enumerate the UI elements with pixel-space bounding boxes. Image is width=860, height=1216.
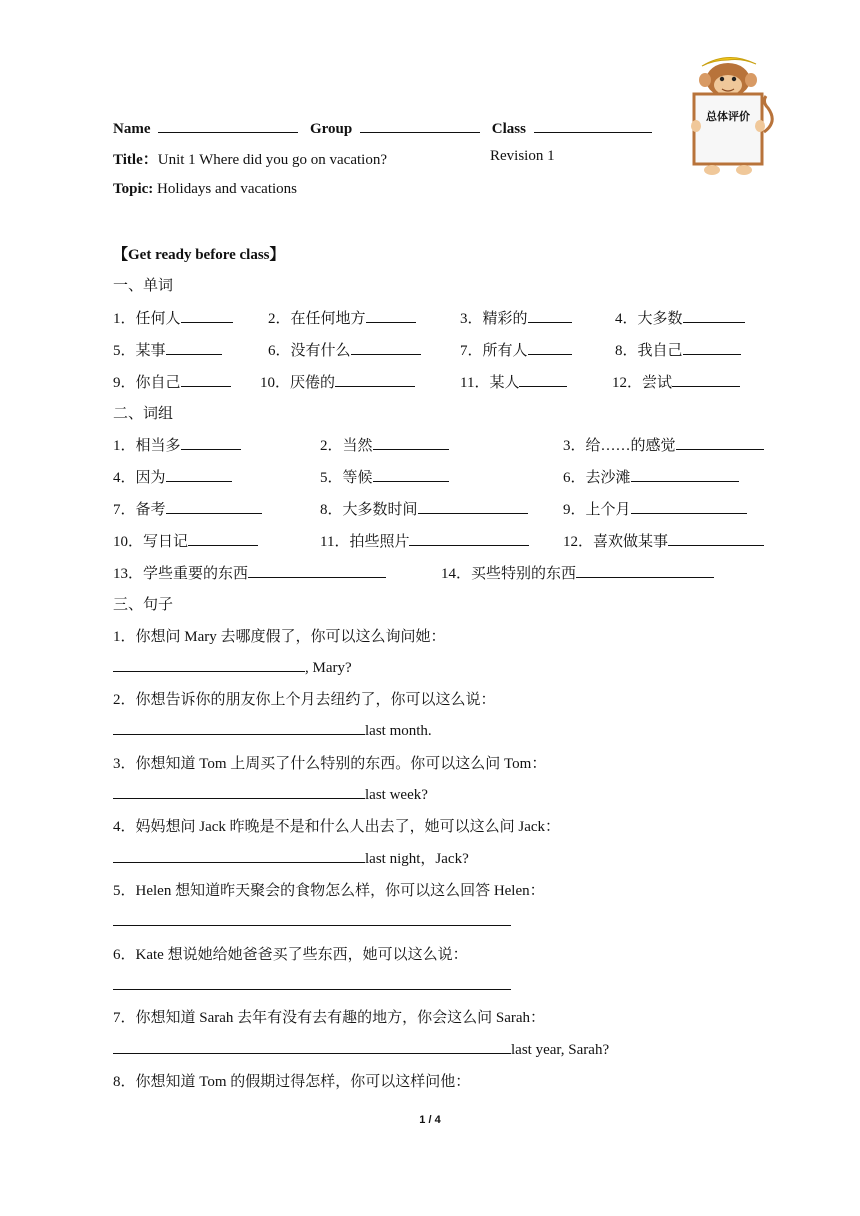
monkey-evaluation-badge bbox=[682, 52, 774, 182]
answer-blank[interactable] bbox=[418, 499, 528, 514]
vocab-heading: 一、单词 bbox=[113, 278, 174, 294]
answer-blank[interactable] bbox=[113, 911, 511, 926]
answer-blank[interactable] bbox=[181, 308, 233, 323]
page-number: 1 / 4 bbox=[419, 1114, 441, 1126]
answer-blank[interactable] bbox=[576, 563, 714, 578]
answer-blank[interactable] bbox=[672, 372, 740, 387]
vocab-item: 8．我自己 bbox=[615, 339, 741, 360]
badge-text: 总体评价 bbox=[706, 110, 750, 123]
sentence-answer: last week? bbox=[113, 784, 428, 804]
vocab-item: 4．大多数 bbox=[615, 307, 745, 328]
phrase-item: 6．去沙滩 bbox=[563, 466, 739, 487]
answer-blank[interactable] bbox=[166, 467, 232, 482]
phrase-item: 2．当然 bbox=[320, 434, 449, 455]
title-label: Title： bbox=[113, 152, 158, 168]
answer-blank[interactable] bbox=[373, 467, 449, 482]
name-label: Name bbox=[113, 121, 151, 137]
sentence-answer: last year, Sarah? bbox=[113, 1039, 609, 1059]
vocab-item: 7．所有人 bbox=[460, 339, 572, 360]
answer-blank[interactable] bbox=[351, 340, 421, 355]
answer-blank[interactable] bbox=[113, 975, 511, 990]
answer-blank[interactable] bbox=[248, 563, 386, 578]
answer-blank[interactable] bbox=[409, 531, 529, 546]
answer-blank[interactable] bbox=[668, 531, 764, 546]
answer-blank[interactable] bbox=[181, 435, 241, 450]
phrase-item: 10．写日记 bbox=[113, 530, 258, 551]
answer-blank[interactable] bbox=[188, 531, 258, 546]
student-info-row bbox=[113, 118, 652, 138]
name-blank[interactable] bbox=[158, 118, 298, 133]
phrase-item: 3．给……的感觉 bbox=[563, 434, 764, 455]
answer-blank[interactable] bbox=[113, 784, 365, 799]
phrase-item: 13．学些重要的东西 bbox=[113, 562, 386, 583]
topic-row bbox=[113, 181, 297, 198]
sentence-answer bbox=[113, 975, 511, 995]
sentence-prompt: 3．你想知道 Tom 上周买了什么特别的东西。你可以这么问 Tom： bbox=[113, 756, 547, 772]
group-blank[interactable] bbox=[360, 118, 480, 133]
sentence-answer bbox=[113, 911, 511, 931]
group-label: Group bbox=[310, 121, 353, 137]
revision-text: Revision 1 bbox=[490, 148, 555, 164]
answer-blank[interactable] bbox=[676, 435, 764, 450]
answer-blank[interactable] bbox=[528, 340, 572, 355]
phrase-item: 1．相当多 bbox=[113, 434, 241, 455]
answer-blank[interactable] bbox=[683, 340, 741, 355]
vocab-item: 9．你自己 bbox=[113, 371, 231, 392]
vocab-item: 11．某人 bbox=[460, 371, 567, 392]
answer-blank[interactable] bbox=[335, 372, 415, 387]
answer-blank[interactable] bbox=[366, 308, 416, 323]
sentence-answer: last month. bbox=[113, 720, 432, 740]
vocab-item: 1．任何人 bbox=[113, 307, 233, 328]
sentence-answer: , Mary? bbox=[113, 657, 352, 677]
answer-blank[interactable] bbox=[181, 372, 231, 387]
answer-blank[interactable] bbox=[166, 499, 262, 514]
sentence-prompt: 5．Helen 想知道昨天聚会的食物怎么样，你可以这么回答 Helen： bbox=[113, 883, 545, 899]
phrase-item: 12．喜欢做某事 bbox=[563, 530, 764, 551]
phrase-item: 4．因为 bbox=[113, 466, 232, 487]
answer-blank[interactable] bbox=[113, 1039, 511, 1054]
answer-blank[interactable] bbox=[631, 467, 739, 482]
title-row bbox=[113, 148, 555, 169]
vocab-item: 12．尝试 bbox=[612, 371, 740, 392]
vocab-item: 2．在任何地方 bbox=[268, 307, 416, 328]
class-label: Class bbox=[491, 121, 526, 137]
topic-text: Holidays and vacations bbox=[157, 181, 298, 197]
answer-blank[interactable] bbox=[631, 499, 747, 514]
phrase-item: 8．大多数时间 bbox=[320, 498, 528, 519]
answer-blank[interactable] bbox=[113, 657, 305, 672]
title-text: Unit 1 Where did you go on vacation? bbox=[157, 152, 387, 168]
vocab-item: 6．没有什么 bbox=[268, 339, 421, 360]
phrase-item: 9．上个月 bbox=[563, 498, 747, 519]
phrase-item: 14．买些特别的东西 bbox=[441, 562, 714, 583]
section-heading: 【Get ready before class】 bbox=[113, 247, 285, 263]
vocab-item: 10．厌倦的 bbox=[260, 371, 415, 392]
vocab-item: 3．精彩的 bbox=[460, 307, 572, 328]
answer-blank[interactable] bbox=[113, 848, 365, 863]
monkey-head-icon bbox=[699, 63, 757, 97]
sentence-prompt: 7．你想知道 Sarah 去年有没有去有趣的地方，你会这么问 Sarah： bbox=[113, 1010, 546, 1026]
answer-blank[interactable] bbox=[519, 372, 567, 387]
sentences-heading: 三、句子 bbox=[113, 597, 174, 613]
phrases-heading: 二、词组 bbox=[113, 406, 174, 422]
answer-blank[interactable] bbox=[113, 720, 365, 735]
sentence-prompt: 8．你想知道 Tom 的假期过得怎样，你可以这样问他： bbox=[113, 1074, 471, 1090]
sentence-prompt: 2．你想告诉你的朋友你上个月去纽约了，你可以这么说： bbox=[113, 692, 496, 708]
phrase-item: 11．拍些照片 bbox=[320, 530, 529, 551]
phrase-item: 5．等候 bbox=[320, 466, 449, 487]
answer-blank[interactable] bbox=[683, 308, 745, 323]
answer-blank[interactable] bbox=[373, 435, 449, 450]
sentence-answer: last night，Jack? bbox=[113, 847, 469, 868]
answer-blank[interactable] bbox=[528, 308, 572, 323]
topic-label: Topic: bbox=[113, 181, 154, 197]
sentence-prompt: 4．妈妈想问 Jack 昨晚是不是和什么人出去了，她可以这么问 Jack： bbox=[113, 819, 561, 835]
sentence-prompt: 6．Kate 想说她给她爸爸买了些东西，她可以这么说： bbox=[113, 947, 468, 963]
class-blank[interactable] bbox=[534, 118, 652, 133]
phrase-item: 7．备考 bbox=[113, 498, 262, 519]
sentence-prompt: 1．你想问 Mary 去哪度假了，你可以这么询问她： bbox=[113, 629, 446, 645]
answer-blank[interactable] bbox=[166, 340, 222, 355]
vocab-item: 5．某事 bbox=[113, 339, 222, 360]
